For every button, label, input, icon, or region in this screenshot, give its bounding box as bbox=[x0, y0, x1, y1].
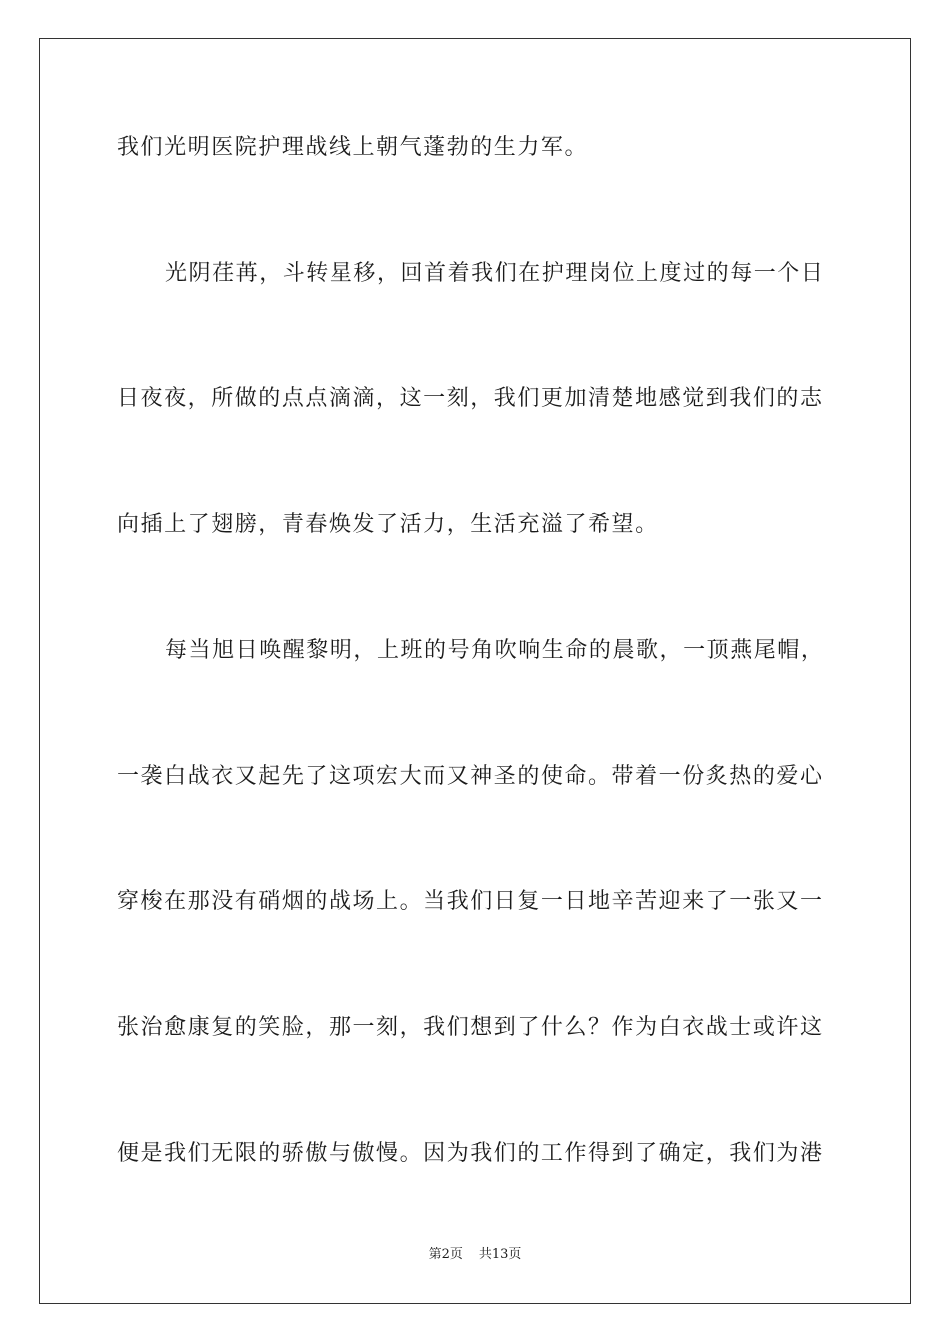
page-footer bbox=[0, 1246, 950, 1264]
page-number: 第2页 bbox=[428, 1247, 463, 1262]
page-border bbox=[39, 38, 911, 1304]
page-total: 共13页 bbox=[478, 1247, 522, 1262]
body-text-line: 张治愈康复的笑脸，那一刻，我们想到了什么？作为白衣战士或许这 bbox=[117, 1015, 824, 1040]
body-text-line: 日夜夜，所做的点点滴滴，这一刻，我们更加清楚地感觉到我们的志 bbox=[117, 386, 824, 411]
body-text-line: 便是我们无限的骄傲与傲慢。因为我们的工作得到了确定，我们为港 bbox=[117, 1141, 824, 1166]
body-text-line: 穿梭在那没有硝烟的战场上。当我们日复一日地辛苦迎来了一张又一 bbox=[117, 889, 824, 914]
paragraph-first-line: 每当旭日唤醒黎明，上班的号角吹响生命的晨歌，一顶燕尾帽， bbox=[165, 638, 825, 663]
body-text-line: 我们光明医院护理战线上朝气蓬勃的生力军。 bbox=[117, 135, 589, 160]
body-text-line: 向插上了翅膀，青春焕发了活力，生活充溢了希望。 bbox=[117, 512, 659, 537]
paragraph-first-line: 光阴荏苒，斗转星移，回首着我们在护理岗位上度过的每一个日 bbox=[165, 261, 825, 286]
body-text-line: 一袭白战衣又起先了这项宏大而又神圣的使命。带着一份炙热的爱心 bbox=[117, 764, 824, 789]
